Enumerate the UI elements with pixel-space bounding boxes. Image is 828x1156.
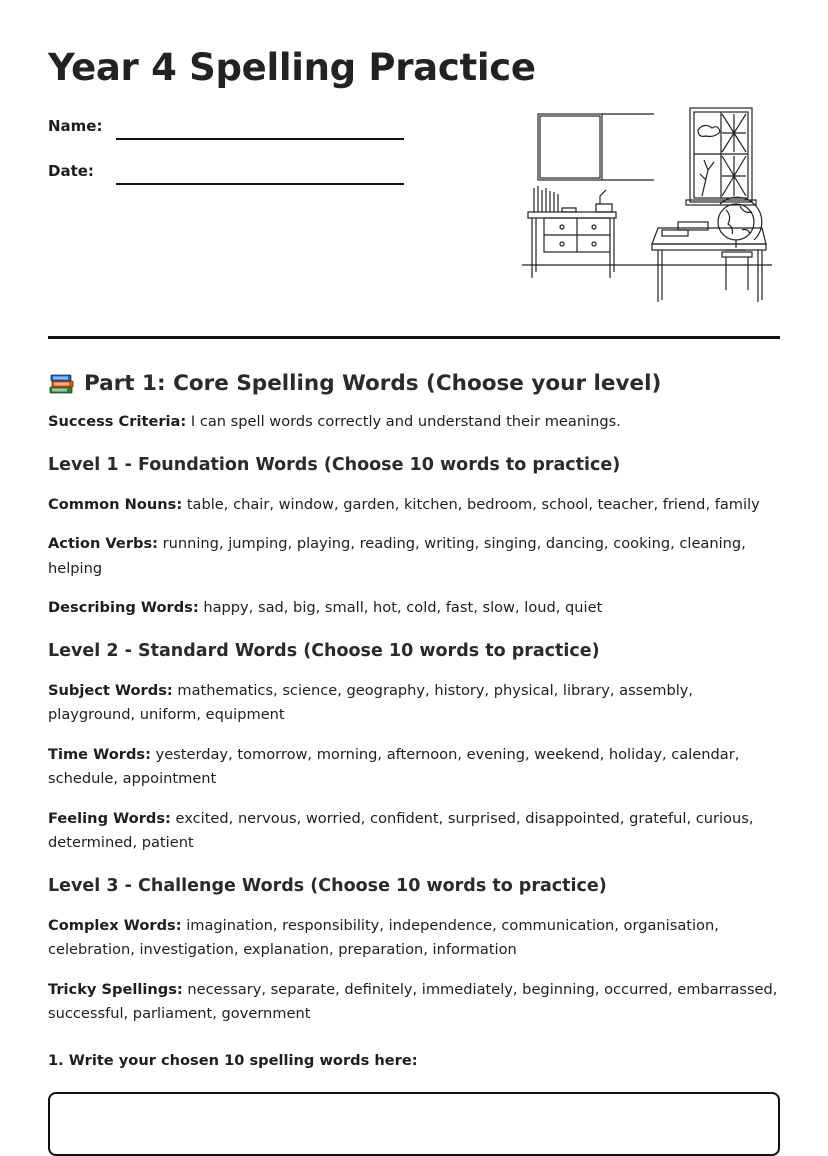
part1-section — [48, 371, 780, 1073]
word-list-item — [48, 743, 780, 792]
level-3-heading: Level 3 - Challenge Words (Choose 10 words to practice) — [48, 875, 607, 896]
category-label: Common Nouns: — [48, 495, 183, 513]
category-words: necessary, separate, definitely, immediately, beginning, occurred, embarrassed, successful, parliament, government — [48, 980, 778, 1022]
name-write-line[interactable] — [116, 138, 404, 140]
word-list-item — [48, 596, 780, 621]
category-words: yesterday, tomorrow, morning, afternoon, evening, weekend, holiday, calendar, schedule, appointment — [48, 745, 740, 787]
date-write-line[interactable] — [116, 183, 404, 185]
classroom-illustration — [522, 100, 772, 310]
task-1-prompt: 1. Write your chosen 10 spelling words here: — [48, 1051, 418, 1069]
success-criteria-text: I can spell words correctly and understand their meanings. — [190, 413, 621, 430]
category-label: Tricky Spellings: — [48, 980, 183, 998]
category-label: Time Words: — [48, 745, 151, 763]
date-label: Date: — [48, 162, 94, 180]
category-label: Describing Words: — [48, 599, 199, 616]
name-field — [48, 117, 102, 135]
part1-heading-text: Part 1: Core Spelling Words (Choose your level) — [84, 371, 662, 396]
category-label: Feeling Words: — [48, 809, 171, 827]
page-title: Year 4 Spelling Practice — [48, 46, 536, 89]
success-criteria-label: Success Criteria: — [48, 413, 187, 430]
category-words: imagination, responsibility, independence, communication, organisation, celebration, investigation, explanation, preparation, information — [48, 916, 719, 958]
level-1-heading: Level 1 - Foundation Words (Choose 10 words to practice) — [48, 454, 621, 475]
category-words: excited, nervous, worried, confident, surprised, disappointed, grateful, curious, determined, patient — [48, 809, 754, 851]
word-list-item — [48, 679, 780, 728]
date-field — [48, 162, 94, 180]
word-list-item — [48, 914, 780, 963]
spelling-answer-box[interactable] — [48, 1092, 780, 1156]
word-list-item — [48, 493, 780, 518]
part1-heading — [48, 371, 780, 396]
word-list-item — [48, 978, 780, 1027]
header-divider — [48, 336, 780, 339]
category-words: table, chair, window, garden, kitchen, bedroom, school, teacher, friend, family — [186, 495, 760, 513]
category-label: Action Verbs: — [48, 535, 158, 552]
category-label: Subject Words: — [48, 681, 173, 699]
word-list-item — [48, 807, 780, 856]
word-list-item — [48, 532, 780, 581]
category-words: running, jumping, playing, reading, writing, singing, dancing, cooking, cleaning, helping — [48, 535, 746, 577]
success-criteria — [48, 410, 780, 435]
category-label: Complex Words: — [48, 916, 182, 934]
category-words: happy, sad, big, small, hot, cold, fast, slow, loud, quiet — [203, 599, 603, 616]
books-icon — [48, 372, 76, 396]
level-2-heading: Level 2 - Standard Words (Choose 10 words to practice) — [48, 640, 600, 661]
name-label: Name: — [48, 117, 103, 135]
category-words: mathematics, science, geography, history, physical, library, assembly, playground, uniform, equipment — [48, 681, 694, 723]
